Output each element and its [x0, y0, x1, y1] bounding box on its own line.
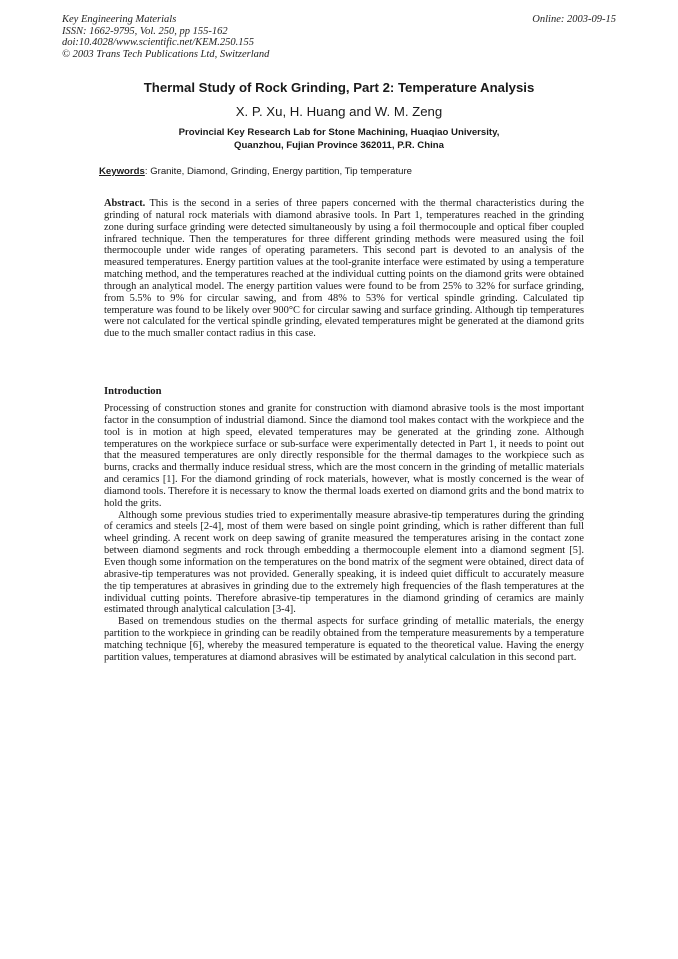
paragraph: Although some previous studies tried to experimentally measure abrasive-tip temperatures during the grinding of ceramics and steels [2-4], most of them were based on single point grinding, which is rather different than full wheel grinding. A recent work on deep sawing of granite measured the temperatures arising in the contact zone between diamond segments and rock through embedding a thermocouple element into a diamond segment [5]. Even though some information on the temperatures on the bond matrix of the segment were obtained, direct data of abrasive-tip temperatures was not provided. Generally speaking, it is indeed quiet difficult to accurately measure the tip temperatures at abrasives in grinding due to the extremely high frequencies of the flash temperatures at the individual cutting points. Therefore abrasive-tip temperatures in the diamond grinding of ceramics are mainly estimated through analytical calculation [3-4].: [104, 509, 584, 616]
keywords: [99, 166, 412, 177]
copyright-line: © 2003 Trans Tech Publications Ltd, Switzerland: [62, 48, 270, 60]
issn-line: ISSN: 1662-9795, Vol. 250, pp 155-162: [62, 25, 228, 37]
keywords-text: : Granite, Diamond, Grinding, Energy partition, Tip temperature: [144, 166, 413, 177]
section-heading-introduction: Introduction: [104, 386, 162, 397]
affiliation: [0, 126, 678, 152]
online-date: Online: 2003-09-15: [532, 14, 616, 25]
keywords-label: Keywords: [99, 166, 145, 177]
paragraph: Processing of construction stones and granite for construction with diamond abrasive tools is the most important factor in the consumption of industrial diamond. Since the diamond tool makes contact with the workpiece and the tool is in motion at high speed, elevated temperatures may be generated at the grinding zone. Although temperatures on the workpiece surface or sub-surface were experimentally detected in Part 1, it needs to point out that the measured temperatures are only directly responsible for the thermal damages to the workpiece such as burns, cracks and thermally induce residual stress, which are the most concern in the grinding of metallic materials and ceramics [1]. For the diamond grinding of rock materials, however, what is mostly concerned is the wear of diamond tools. Therefore it is necessary to know the thermal loads exerted on diamond grits and the bond matrix to hold the grits.: [104, 403, 584, 509]
affiliation-line: Quanzhou, Fujian Province 362011, P.R. China: [234, 140, 444, 151]
abstract-text: This is the second in a series of three papers concerned with the thermal characteristics during the grinding of natural rock materials with diamond abrasive tools. In Part 1, temperatures reached in the grinding zone during surface grinding were detected simultaneously by using a foil thermocouple and optical fiber coupled infrared technique. Then the temperatures for three different grinding methods were measured using the foil thermocouple under wide ranges of operating parameters. This second part is devoted to an analysis of the measured temperatures. Energy partition values at the tool-granite interface were estimated by using a temperature matching method, and the temperatures reached at the individual cutting points on the diamond grits were obtained through an analytical model. The energy partition values were found to be from 25% to 32% for surface grinding, from 5.5% to 9% for circular sawing, and from 48% to 53% for vertical spindle grinding. Calculated tip temperature was found to be likely over 900°C for circular sawing and surface grinding. Although tip temperatures were not calculated for the vertical spindle grinding, elevated temperatures might be generated at the diamond grits due to the much smaller contact radius in this case.: [104, 198, 584, 340]
paper-authors: X. P. Xu, H. Huang and W. M. Zeng: [235, 104, 443, 119]
doi-line: doi:10.4028/www.scientific.net/KEM.250.155: [62, 37, 254, 48]
journal-name: Key Engineering Materials: [62, 14, 177, 25]
paper-title: Thermal Study of Rock Grinding, Part 2: Temperature Analysis: [143, 80, 535, 95]
journal-info: [62, 14, 269, 60]
abstract: [104, 198, 584, 340]
affiliation-line: Provincial Key Research Lab for Stone Machining, Huaqiao University,: [178, 127, 500, 138]
introduction-body: [104, 403, 584, 664]
abstract-label: Abstract.: [104, 198, 146, 209]
paragraph: Based on tremendous studies on the thermal aspects for surface grinding of metallic materials, the energy partition to the workpiece in grinding can be readily obtained from the temperature measurements by a temperature matching technique [6], whereby the measured temperature is equated to the theoretical value. Having the energy partition values, temperatures at diamond abrasives will be estimated by analytical calculation in this second part.: [104, 616, 584, 663]
